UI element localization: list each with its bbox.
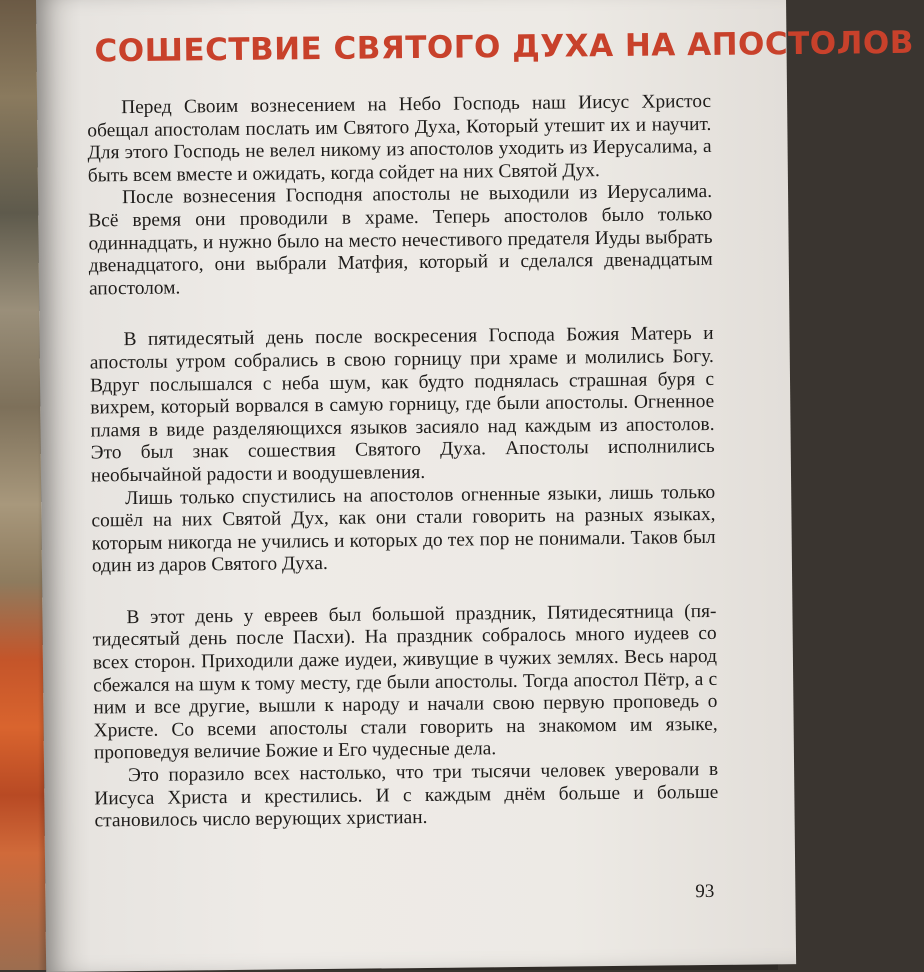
paragraph: После вознесения Господня апостолы не выходили из Иерусалима. Всё время они проводили в храме. Теперь апостолов было только одиннадцать, и нужно было на место нечестивого предателя Иуды выбрать двенадцатого, они выбрали Матфия, который и сделался двенадцатым апостолом. [88,181,713,300]
paragraph: Перед Своим вознесением на Небо Господь наш Иисус Христос обещал апостолам послать им Святого Духа, Который утешит их и научит. Для этого Господь не велел никому из апостолов уходить из Иерусалима, а быть всем вместе и ожидать, когда сойдет на них Святой Дух. [87,90,712,187]
chapter-title: СОШЕСТВИЕ СВЯТОГО ДУХА НА АПОСТОЛОВ [94,24,915,70]
page-body-text [87,91,719,833]
book-page [36,0,915,972]
paragraph: Лишь только спустились на апостолов огненные языки, лишь только сошёл на них Святой Дух, как они стали говорить на разных языках, которым никогда не учились и которых до тех пор не понимали. Таков был один из даров Святого Духа. [91,481,716,577]
paragraph: Это поразило всех настолько, что три тысячи человек уверовали в Иисуса Христа и крестились. И с каждым днём больше и больше становилось число верующих христиан. [94,758,719,832]
page-number: 93 [695,880,715,903]
paragraph: В этот день у евреев был большой праздник, Пятидесятница (пятидесятый день после Пасхи). На праздник собралось много иудеев со всех сторон. Приходили даже иудеи, живущие в чужих землях. Весь народ сбежался на шум к тому месту, где были апостолы. Тогда апостол Пётр, а с ним и все другие, вышли к народу и начали свою первую проповедь о Христе. Со всеми апостолы стали говорить на знакомом им языке, проповедуя величие Божие и Его чудесные дела. [92,600,718,764]
paragraph: В пятидесятый день после воскресения Господа Божия Матерь и апостолы утром собрались в свою горницу при храме и молились Богу. Вдруг послышался с неба шум, как будто поднялась страшная буря с вихрем, который ворвался в самую горницу, где были апостолы. Огненное пламя в виде разделяющихся языков засияло над каждым из апостолов. Это был знак сошествия Святого Духа. Апостолы исполнились необычайной радости и воодушевления. [89,323,715,487]
